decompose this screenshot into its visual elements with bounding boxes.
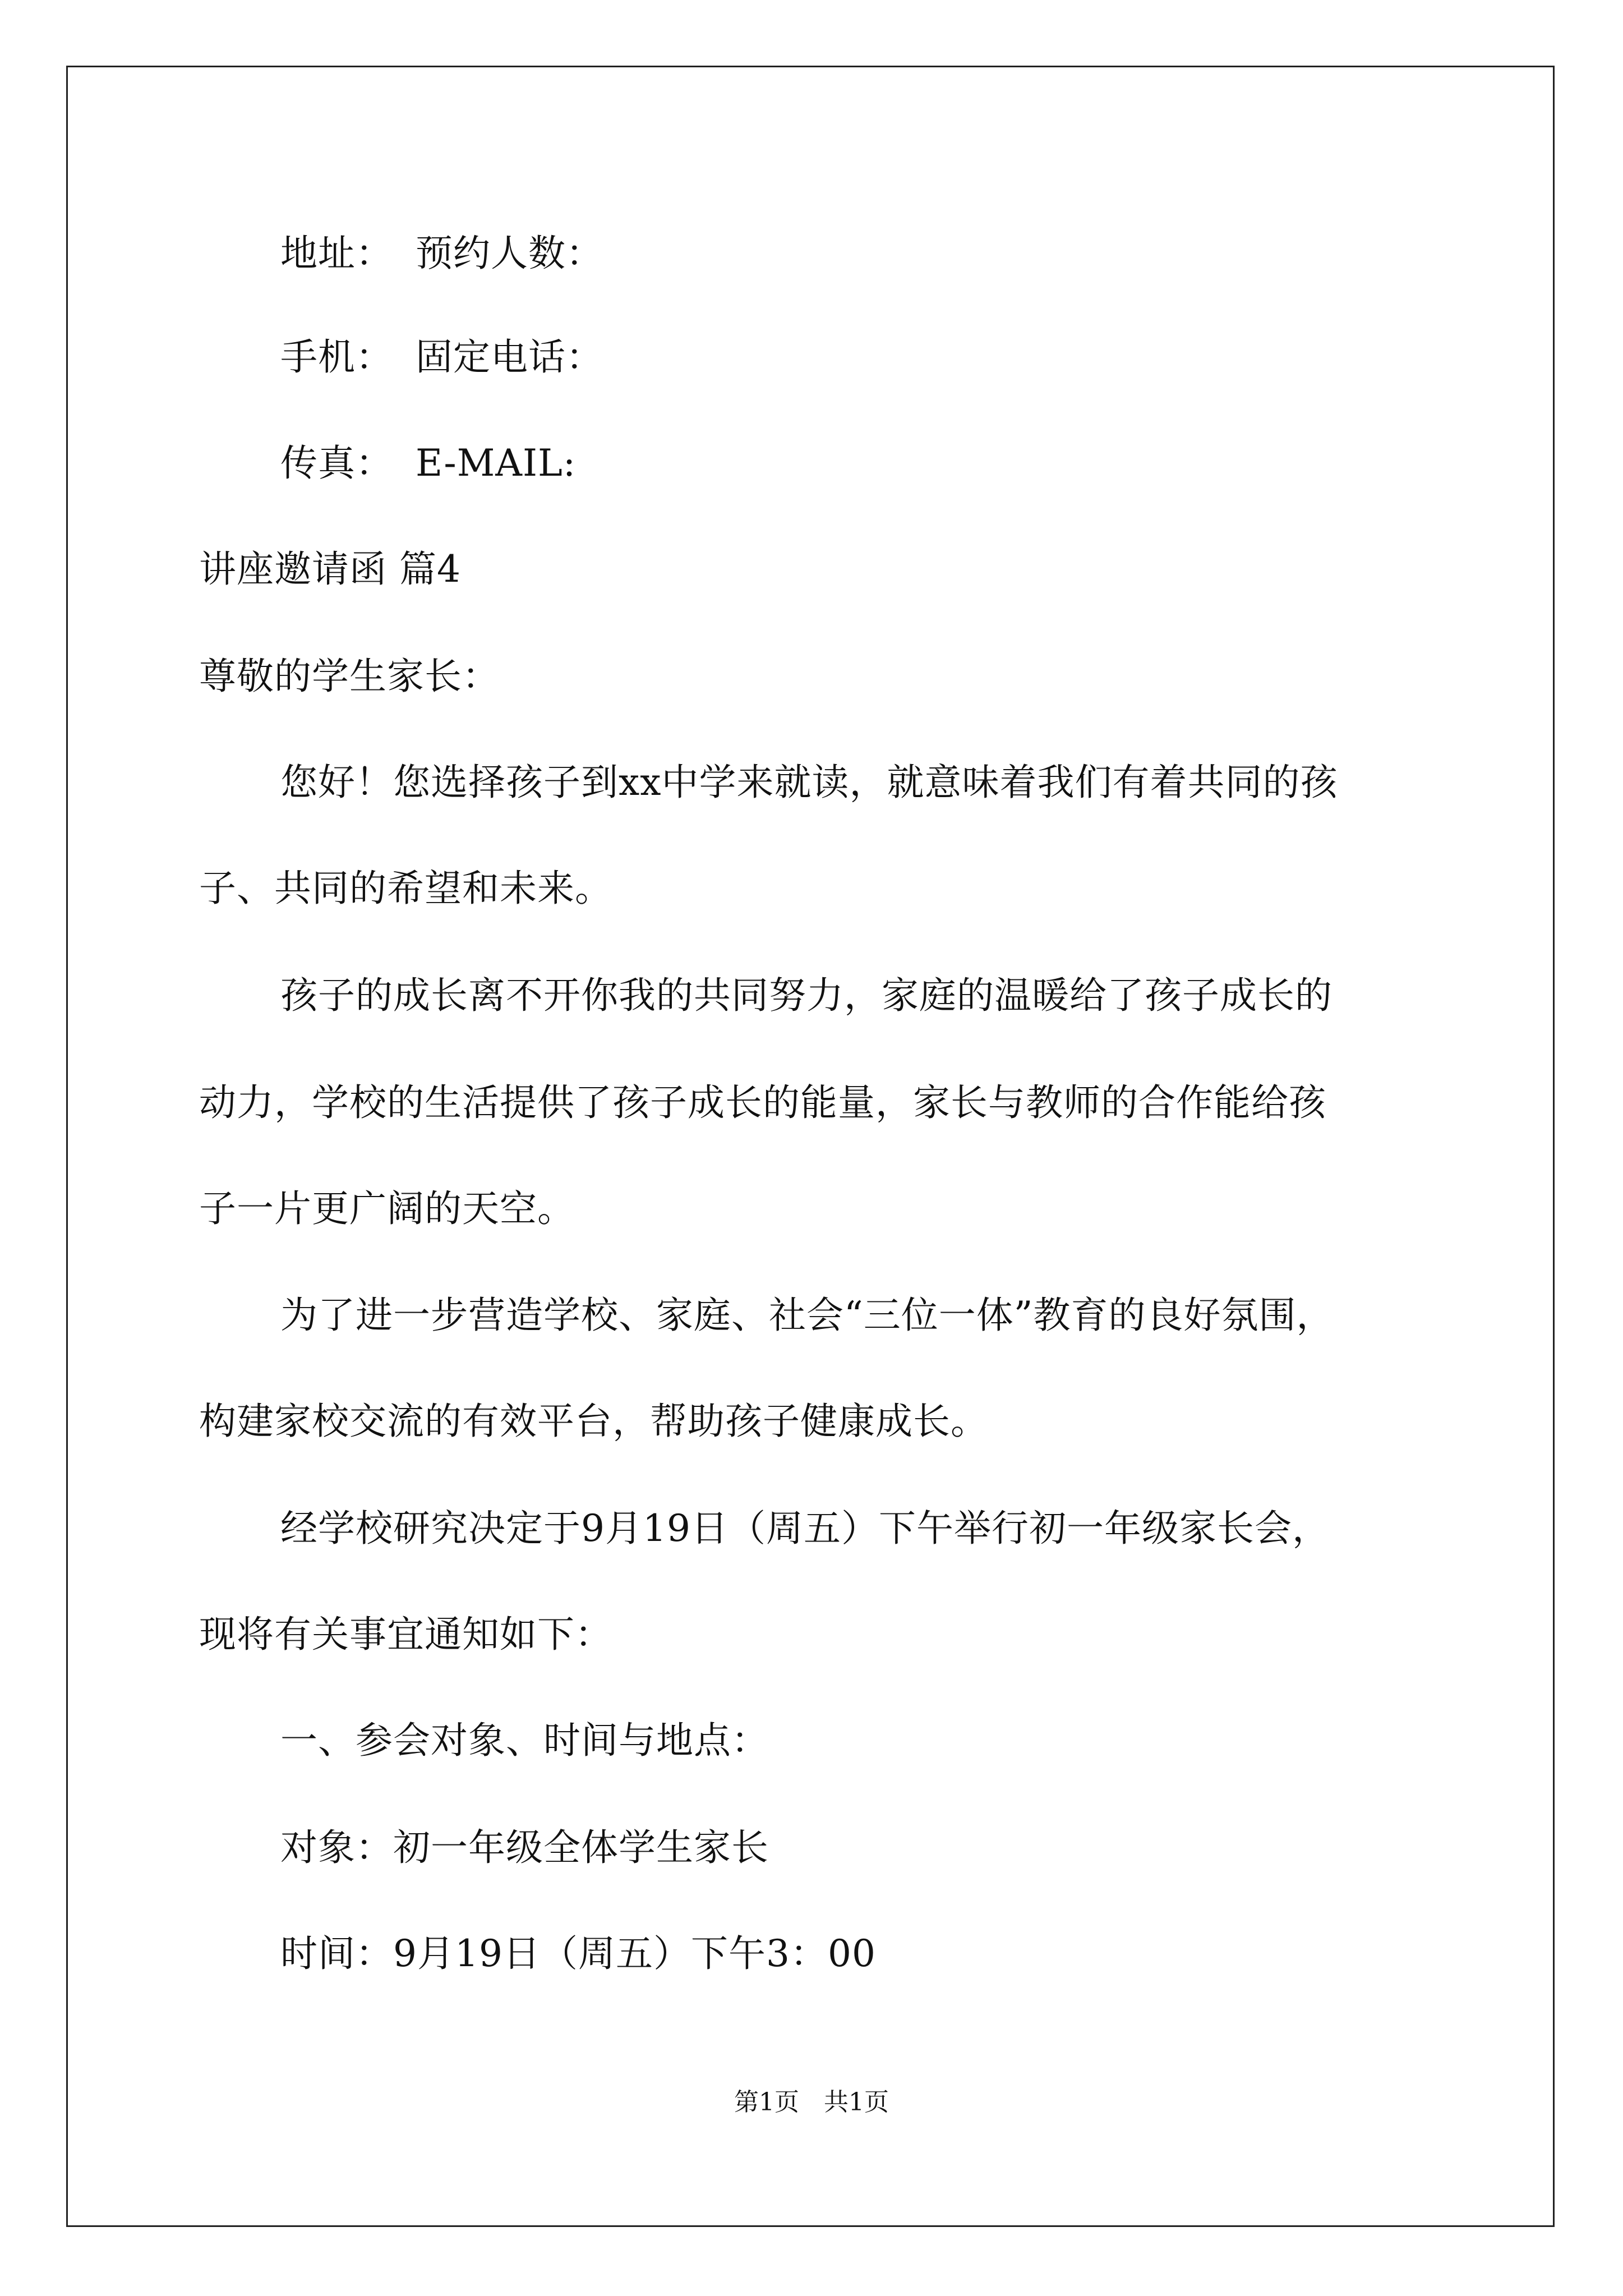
contact-row-fax [280,441,576,486]
section-heading: 讲座邀请函 篇4 [199,547,461,591]
paragraph-1-line-2: 子、共同的希望和未来。 [199,867,612,910]
salutation: 尊敬的学生家长： [199,655,500,698]
contact-row-address [280,231,603,276]
paragraph-2-line-1: 孩子的成长离不开你我的共同努力，家庭的温暖给了孩子成长的 [280,974,1332,1017]
paragraph-3-line-2: 构建家校交流的有效平台，帮助孩子健康成长。 [199,1400,988,1443]
paragraph-2-line-3: 子一片更广阔的天空。 [199,1187,575,1230]
paragraph-2-line-2: 动力，学校的生活提供了孩子成长的能量，家长与教师的合作能给孩 [199,1081,1326,1124]
page-number-total: 共1页 [824,2088,889,2116]
page-frame [66,66,1555,2227]
paragraph-1-line-1: 您好！您选择孩子到xx中学来就读，就意味着我们有着共同的孩 [280,761,1338,804]
fax-label: 传真： [280,441,393,485]
landline-label: 固定电话： [416,335,603,379]
paragraph-3-line-1: 为了进一步营造学校、家庭、社会“三位一体”教育的良好氛围， [280,1294,1334,1337]
paragraph-4-line-1: 经学校研究决定于9月19日（周五）下午举行初一年级家长会， [280,1507,1330,1550]
time-line: 时间：9月19日（周五）下午3：00 [280,1932,876,1975]
audience-line: 对象：初一年级全体学生家长 [280,1826,769,1869]
email-label: E-MAIL: [416,441,577,485]
contact-row-phone [280,335,603,380]
mobile-label: 手机： [280,335,393,379]
page-number-current: 第1页 [734,2088,799,2116]
page-footer [0,2086,1623,2119]
paragraph-4-line-2: 现将有关事宜通知如下： [199,1613,612,1656]
item-1-heading: 一、参会对象、时间与地点： [280,1719,769,1762]
address-label: 地址： [280,232,393,275]
attendees-label: 预约人数： [416,232,603,275]
